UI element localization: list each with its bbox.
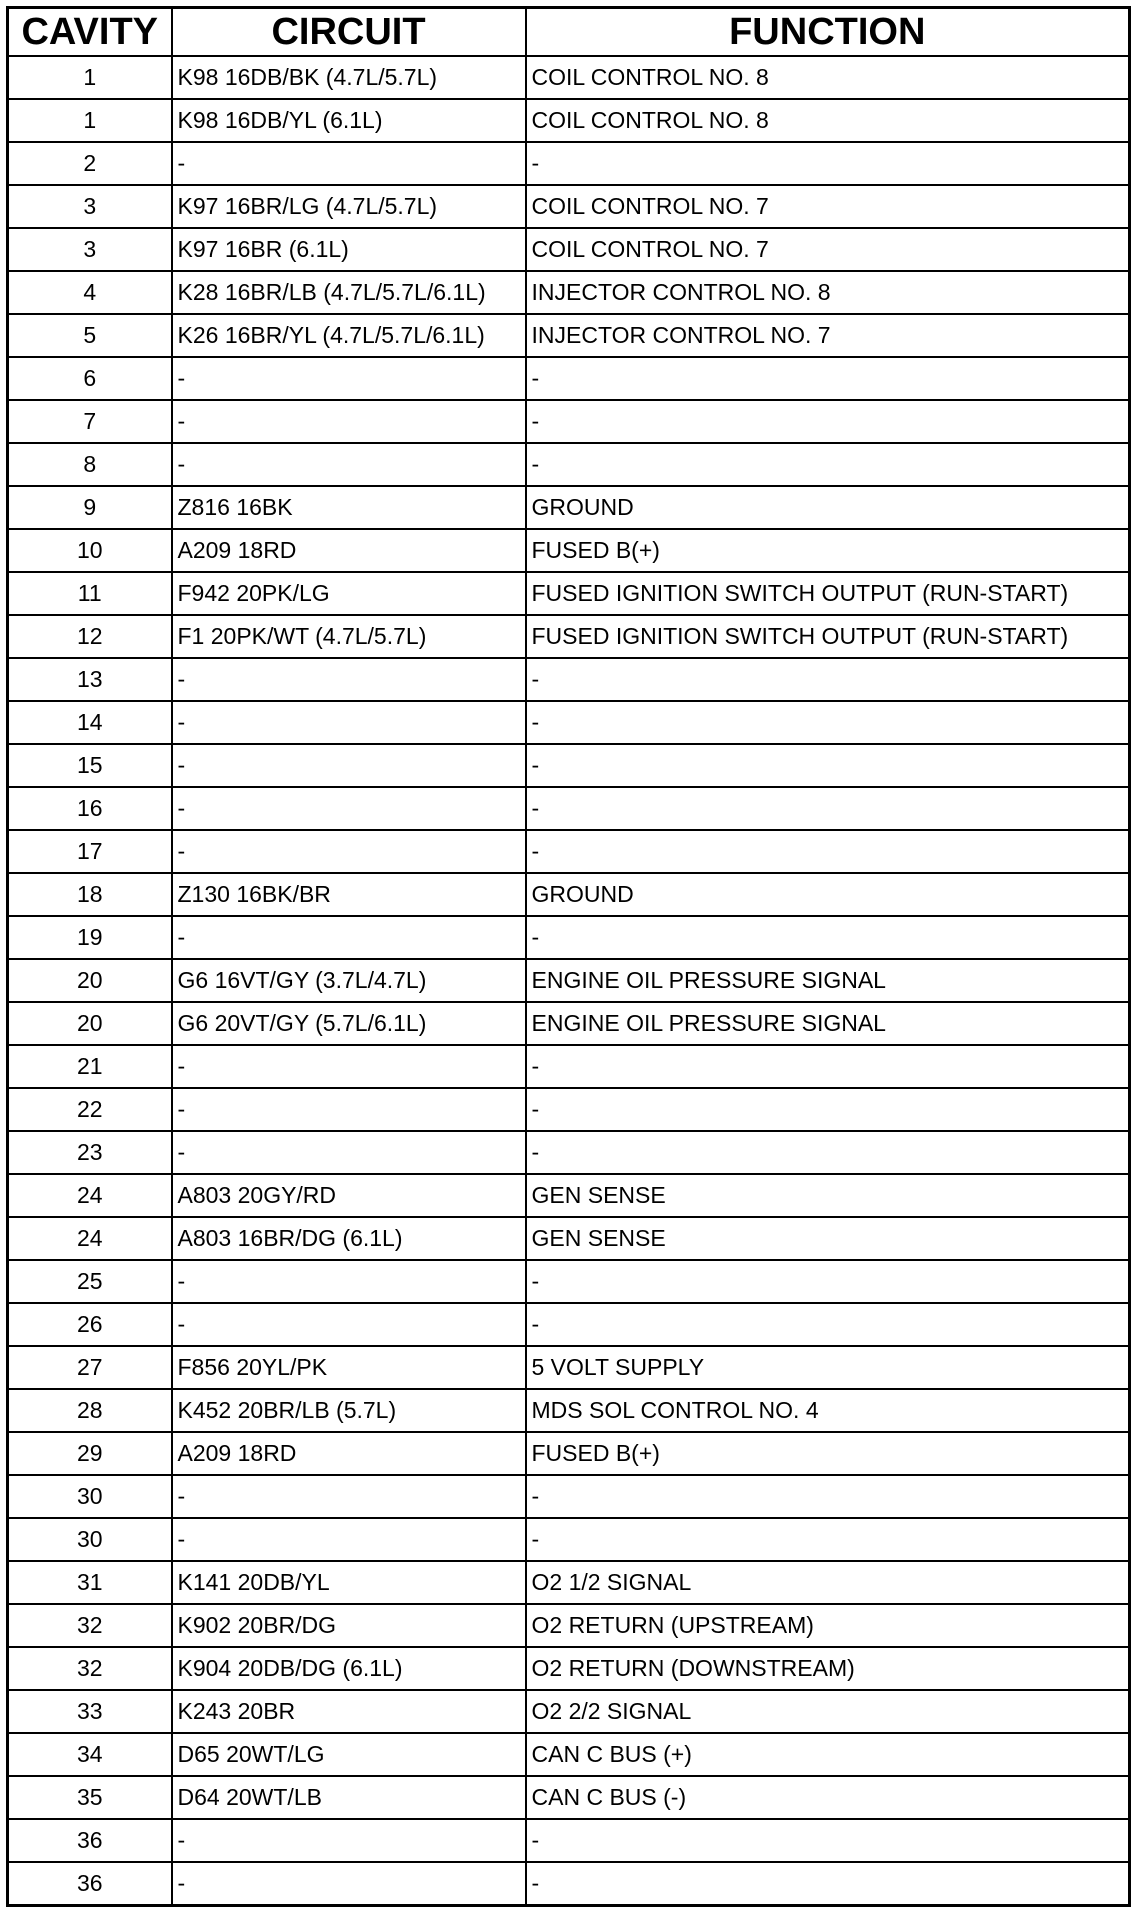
table-row: [8, 1604, 1130, 1647]
cavity-cell: 33: [8, 1690, 172, 1733]
cavity-cell: 32: [8, 1647, 172, 1690]
cavity-cell: 2: [8, 142, 172, 185]
table-body: [8, 56, 1130, 1906]
circuit-cell: Z816 16BK: [172, 486, 526, 529]
cavity-cell: 30: [8, 1475, 172, 1518]
circuit-cell: F942 20PK/LG: [172, 572, 526, 615]
function-cell: -: [526, 1862, 1130, 1906]
circuit-cell: G6 20VT/GY (5.7L/6.1L): [172, 1002, 526, 1045]
cavity-cell: 20: [8, 1002, 172, 1045]
cavity-cell: 11: [8, 572, 172, 615]
function-cell: -: [526, 357, 1130, 400]
cavity-cell: 15: [8, 744, 172, 787]
cavity-cell: 4: [8, 271, 172, 314]
header-function: FUNCTION: [526, 8, 1130, 57]
cavity-cell: 6: [8, 357, 172, 400]
header-circuit: CIRCUIT: [172, 8, 526, 57]
function-cell: -: [526, 443, 1130, 486]
circuit-cell: F856 20YL/PK: [172, 1346, 526, 1389]
cavity-cell: 36: [8, 1819, 172, 1862]
function-cell: MDS SOL CONTROL NO. 4: [526, 1389, 1130, 1432]
table-row: [8, 1217, 1130, 1260]
header-row: [8, 8, 1130, 57]
table-row: [8, 1088, 1130, 1131]
circuit-cell: K141 20DB/YL: [172, 1561, 526, 1604]
cavity-cell: 5: [8, 314, 172, 357]
table-row: [8, 1561, 1130, 1604]
circuit-cell: -: [172, 400, 526, 443]
circuit-cell: -: [172, 357, 526, 400]
circuit-cell: D65 20WT/LG: [172, 1733, 526, 1776]
cavity-cell: 23: [8, 1131, 172, 1174]
function-cell: GROUND: [526, 486, 1130, 529]
cavity-cell: 32: [8, 1604, 172, 1647]
function-cell: O2 1/2 SIGNAL: [526, 1561, 1130, 1604]
function-cell: -: [526, 1260, 1130, 1303]
circuit-cell: -: [172, 830, 526, 873]
circuit-cell: -: [172, 1260, 526, 1303]
function-cell: -: [526, 1131, 1130, 1174]
cavity-cell: 3: [8, 228, 172, 271]
table-row: [8, 529, 1130, 572]
cavity-cell: 21: [8, 1045, 172, 1088]
table-row: [8, 572, 1130, 615]
table-row: [8, 228, 1130, 271]
cavity-cell: 3: [8, 185, 172, 228]
function-cell: -: [526, 916, 1130, 959]
cavity-cell: 30: [8, 1518, 172, 1561]
circuit-cell: A209 18RD: [172, 1432, 526, 1475]
table-row: [8, 701, 1130, 744]
circuit-cell: D64 20WT/LB: [172, 1776, 526, 1819]
circuit-cell: -: [172, 744, 526, 787]
cavity-cell: 28: [8, 1389, 172, 1432]
connector-pinout-sheet: [6, 6, 1128, 1907]
cavity-cell: 26: [8, 1303, 172, 1346]
function-cell: INJECTOR CONTROL NO. 8: [526, 271, 1130, 314]
circuit-cell: K98 16DB/YL (6.1L): [172, 99, 526, 142]
circuit-cell: -: [172, 701, 526, 744]
circuit-cell: K243 20BR: [172, 1690, 526, 1733]
table-row: [8, 1174, 1130, 1217]
function-cell: -: [526, 658, 1130, 701]
function-cell: ENGINE OIL PRESSURE SIGNAL: [526, 1002, 1130, 1045]
circuit-cell: K97 16BR (6.1L): [172, 228, 526, 271]
cavity-cell: 22: [8, 1088, 172, 1131]
cavity-cell: 1: [8, 99, 172, 142]
function-cell: CAN C BUS (-): [526, 1776, 1130, 1819]
table-row: [8, 1862, 1130, 1906]
circuit-cell: A803 20GY/RD: [172, 1174, 526, 1217]
table-row: [8, 1346, 1130, 1389]
circuit-cell: -: [172, 1303, 526, 1346]
connector-pinout-table: [6, 6, 1131, 1907]
function-cell: -: [526, 1518, 1130, 1561]
function-cell: -: [526, 142, 1130, 185]
cavity-cell: 13: [8, 658, 172, 701]
table-row: [8, 658, 1130, 701]
table-row: [8, 1432, 1130, 1475]
cavity-cell: 18: [8, 873, 172, 916]
circuit-cell: -: [172, 443, 526, 486]
circuit-cell: -: [172, 1518, 526, 1561]
table-row: [8, 443, 1130, 486]
circuit-cell: K904 20DB/DG (6.1L): [172, 1647, 526, 1690]
circuit-cell: -: [172, 658, 526, 701]
cavity-cell: 8: [8, 443, 172, 486]
cavity-cell: 16: [8, 787, 172, 830]
table-row: [8, 142, 1130, 185]
table-row: [8, 400, 1130, 443]
cavity-cell: 1: [8, 56, 172, 99]
table-row: [8, 56, 1130, 99]
function-cell: -: [526, 400, 1130, 443]
cavity-cell: 27: [8, 1346, 172, 1389]
table-row: [8, 744, 1130, 787]
table-row: [8, 486, 1130, 529]
function-cell: GEN SENSE: [526, 1217, 1130, 1260]
cavity-cell: 36: [8, 1862, 172, 1906]
cavity-cell: 7: [8, 400, 172, 443]
circuit-cell: -: [172, 787, 526, 830]
table-row: [8, 1303, 1130, 1346]
function-cell: COIL CONTROL NO. 7: [526, 228, 1130, 271]
function-cell: -: [526, 1303, 1130, 1346]
circuit-cell: -: [172, 1088, 526, 1131]
table-row: [8, 830, 1130, 873]
function-cell: O2 RETURN (DOWNSTREAM): [526, 1647, 1130, 1690]
circuit-cell: -: [172, 1131, 526, 1174]
cavity-cell: 34: [8, 1733, 172, 1776]
cavity-cell: 24: [8, 1217, 172, 1260]
function-cell: O2 2/2 SIGNAL: [526, 1690, 1130, 1733]
function-cell: -: [526, 830, 1130, 873]
cavity-cell: 29: [8, 1432, 172, 1475]
table-row: [8, 1131, 1130, 1174]
circuit-cell: -: [172, 1045, 526, 1088]
function-cell: O2 RETURN (UPSTREAM): [526, 1604, 1130, 1647]
table-row: [8, 959, 1130, 1002]
circuit-cell: -: [172, 1862, 526, 1906]
circuit-cell: K452 20BR/LB (5.7L): [172, 1389, 526, 1432]
circuit-cell: K28 16BR/LB (4.7L/5.7L/6.1L): [172, 271, 526, 314]
function-cell: FUSED IGNITION SWITCH OUTPUT (RUN-START): [526, 572, 1130, 615]
table-row: [8, 1002, 1130, 1045]
function-cell: -: [526, 1475, 1130, 1518]
cavity-cell: 24: [8, 1174, 172, 1217]
table-row: [8, 1733, 1130, 1776]
cavity-cell: 17: [8, 830, 172, 873]
circuit-cell: Z130 16BK/BR: [172, 873, 526, 916]
circuit-cell: -: [172, 1819, 526, 1862]
table-row: [8, 1647, 1130, 1690]
table-row: [8, 1776, 1130, 1819]
cavity-cell: 19: [8, 916, 172, 959]
table-row: [8, 1475, 1130, 1518]
table-row: [8, 873, 1130, 916]
circuit-cell: -: [172, 916, 526, 959]
table-row: [8, 1389, 1130, 1432]
circuit-cell: K26 16BR/YL (4.7L/5.7L/6.1L): [172, 314, 526, 357]
table-row: [8, 1819, 1130, 1862]
circuit-cell: K98 16DB/BK (4.7L/5.7L): [172, 56, 526, 99]
cavity-cell: 35: [8, 1776, 172, 1819]
circuit-cell: F1 20PK/WT (4.7L/5.7L): [172, 615, 526, 658]
function-cell: ENGINE OIL PRESSURE SIGNAL: [526, 959, 1130, 1002]
function-cell: CAN C BUS (+): [526, 1733, 1130, 1776]
function-cell: -: [526, 1088, 1130, 1131]
function-cell: FUSED IGNITION SWITCH OUTPUT (RUN-START): [526, 615, 1130, 658]
table-row: [8, 1045, 1130, 1088]
function-cell: -: [526, 1045, 1130, 1088]
cavity-cell: 14: [8, 701, 172, 744]
table-row: [8, 271, 1130, 314]
function-cell: GEN SENSE: [526, 1174, 1130, 1217]
circuit-cell: A209 18RD: [172, 529, 526, 572]
function-cell: COIL CONTROL NO. 8: [526, 99, 1130, 142]
cavity-cell: 31: [8, 1561, 172, 1604]
header-cavity: CAVITY: [8, 8, 172, 57]
circuit-cell: K902 20BR/DG: [172, 1604, 526, 1647]
function-cell: FUSED B(+): [526, 529, 1130, 572]
function-cell: -: [526, 744, 1130, 787]
circuit-cell: K97 16BR/LG (4.7L/5.7L): [172, 185, 526, 228]
table-header: [8, 8, 1130, 57]
function-cell: -: [526, 787, 1130, 830]
table-row: [8, 185, 1130, 228]
cavity-cell: 20: [8, 959, 172, 1002]
cavity-cell: 12: [8, 615, 172, 658]
table-row: [8, 1260, 1130, 1303]
table-row: [8, 99, 1130, 142]
circuit-cell: G6 16VT/GY (3.7L/4.7L): [172, 959, 526, 1002]
function-cell: FUSED B(+): [526, 1432, 1130, 1475]
function-cell: COIL CONTROL NO. 8: [526, 56, 1130, 99]
function-cell: 5 VOLT SUPPLY: [526, 1346, 1130, 1389]
table-row: [8, 916, 1130, 959]
table-row: [8, 357, 1130, 400]
table-row: [8, 1690, 1130, 1733]
function-cell: -: [526, 701, 1130, 744]
circuit-cell: -: [172, 1475, 526, 1518]
table-row: [8, 1518, 1130, 1561]
table-row: [8, 314, 1130, 357]
cavity-cell: 9: [8, 486, 172, 529]
function-cell: INJECTOR CONTROL NO. 7: [526, 314, 1130, 357]
cavity-cell: 10: [8, 529, 172, 572]
function-cell: -: [526, 1819, 1130, 1862]
circuit-cell: A803 16BR/DG (6.1L): [172, 1217, 526, 1260]
table-row: [8, 787, 1130, 830]
circuit-cell: -: [172, 142, 526, 185]
function-cell: COIL CONTROL NO. 7: [526, 185, 1130, 228]
cavity-cell: 25: [8, 1260, 172, 1303]
table-row: [8, 615, 1130, 658]
function-cell: GROUND: [526, 873, 1130, 916]
